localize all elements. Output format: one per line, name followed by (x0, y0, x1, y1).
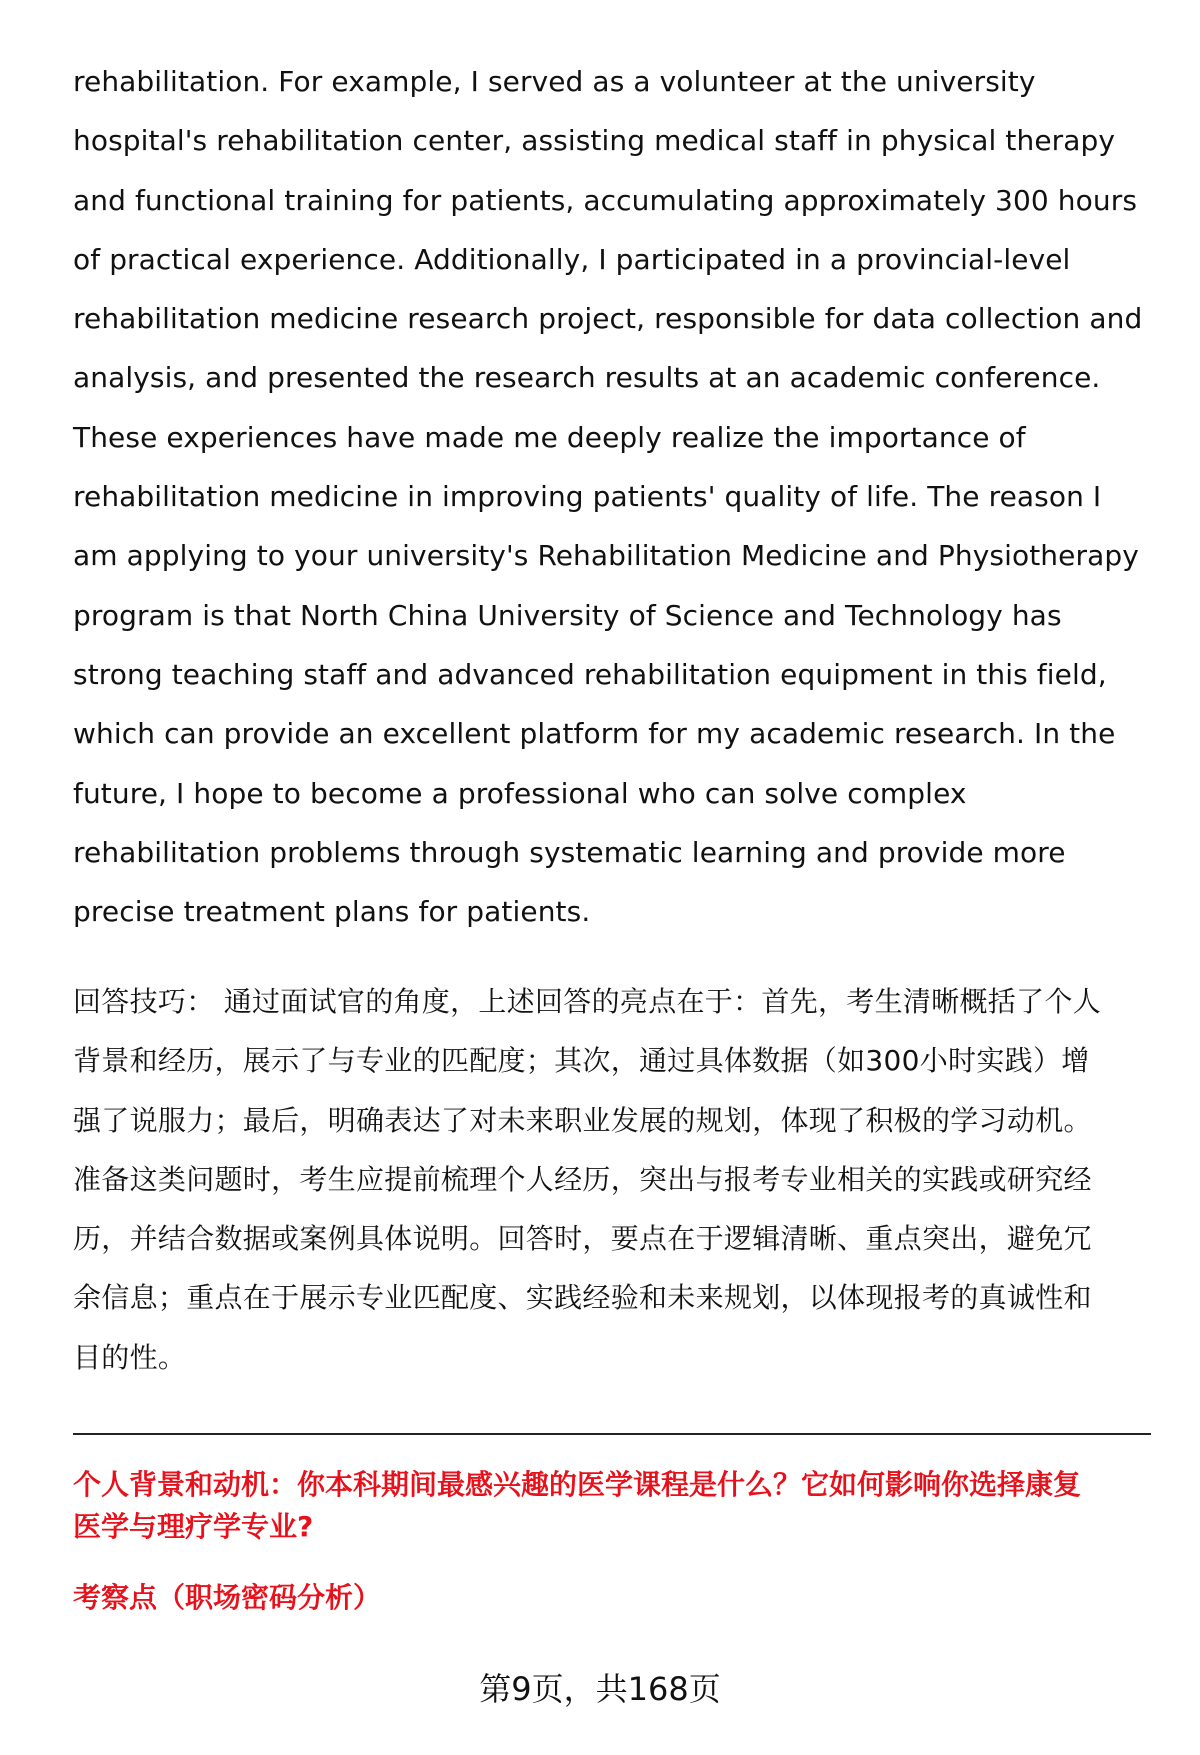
text-line: 强了说服力；最后，明确表达了对未来职业发展的规划，体现了积极的学习动机。 (73, 1103, 1092, 1137)
text-line: 回答技巧： 通过面试官的角度，上述回答的亮点在于：首先，考生清晰概括了个人 (73, 985, 1102, 1018)
text-line: 历，并结合数据或案例具体说明。回答时，要点在于逻辑清晰、重点突出，避免冗 (73, 1222, 1092, 1256)
text-line: program is that North China University of Science and Technology has (73, 598, 1062, 632)
text-line: These experiences have made me deeply realize the importance of (73, 420, 1026, 454)
page-number: 第9页，共168页 (479, 1670, 721, 1708)
answer-english-paragraph (73, 52, 1163, 941)
text-line: and functional training for patients, accumulating approximately 300 hours (73, 183, 1138, 217)
text-line: 目的性。 (73, 1340, 187, 1374)
text-line: analysis, and presented the research results at an academic conference. (73, 361, 1101, 395)
text-line: hospital's rehabilitation center, assisting medical staff in physical therapy (73, 124, 1116, 158)
text-line: future, I hope to become a professional who can solve complex (73, 776, 967, 810)
section-divider (73, 1433, 1151, 1435)
section-label: 考察点（职场密码分析） (73, 1581, 382, 1614)
text-line: strong teaching staff and advanced rehabilitation equipment in this field, (73, 657, 1107, 691)
text-line: rehabilitation medicine in improving patients' quality of life. The reason I (73, 480, 1102, 514)
text-line: precise treatment plans for patients. (73, 895, 591, 929)
question-heading (73, 1464, 1163, 1548)
answer-tips-paragraph (73, 972, 1163, 1387)
text-line: of practical experience. Additionally, I participated in a provincial-level (73, 242, 1071, 276)
text-line: rehabilitation. For example, I served as a volunteer at the university (73, 65, 1036, 98)
text-line: 准备这类问题时，考生应提前梳理个人经历，突出与报考专业相关的实践或研究经 (73, 1162, 1092, 1196)
question-line: 个人背景和动机：你本科期间最感兴趣的医学课程是什么？它如何影响你选择康复 (73, 1468, 1082, 1501)
text-line: rehabilitation medicine research project, responsible for data collection and (73, 302, 1143, 336)
text-line: 余信息；重点在于展示专业匹配度、实践经验和未来规划，以体现报考的真诚性和 (73, 1281, 1092, 1315)
question-line: 医学与理疗学专业? (73, 1510, 314, 1543)
text-line: which can provide an excellent platform for my academic research. In the (73, 717, 1116, 751)
text-line: am applying to your university's Rehabilitation Medicine and Physiotherapy (73, 539, 1139, 573)
text-line: 背景和经历，展示了与专业的匹配度；其次，通过具体数据（如300小时实践）增 (73, 1044, 1090, 1078)
text-line: rehabilitation problems through systematic learning and provide more (73, 835, 1066, 869)
